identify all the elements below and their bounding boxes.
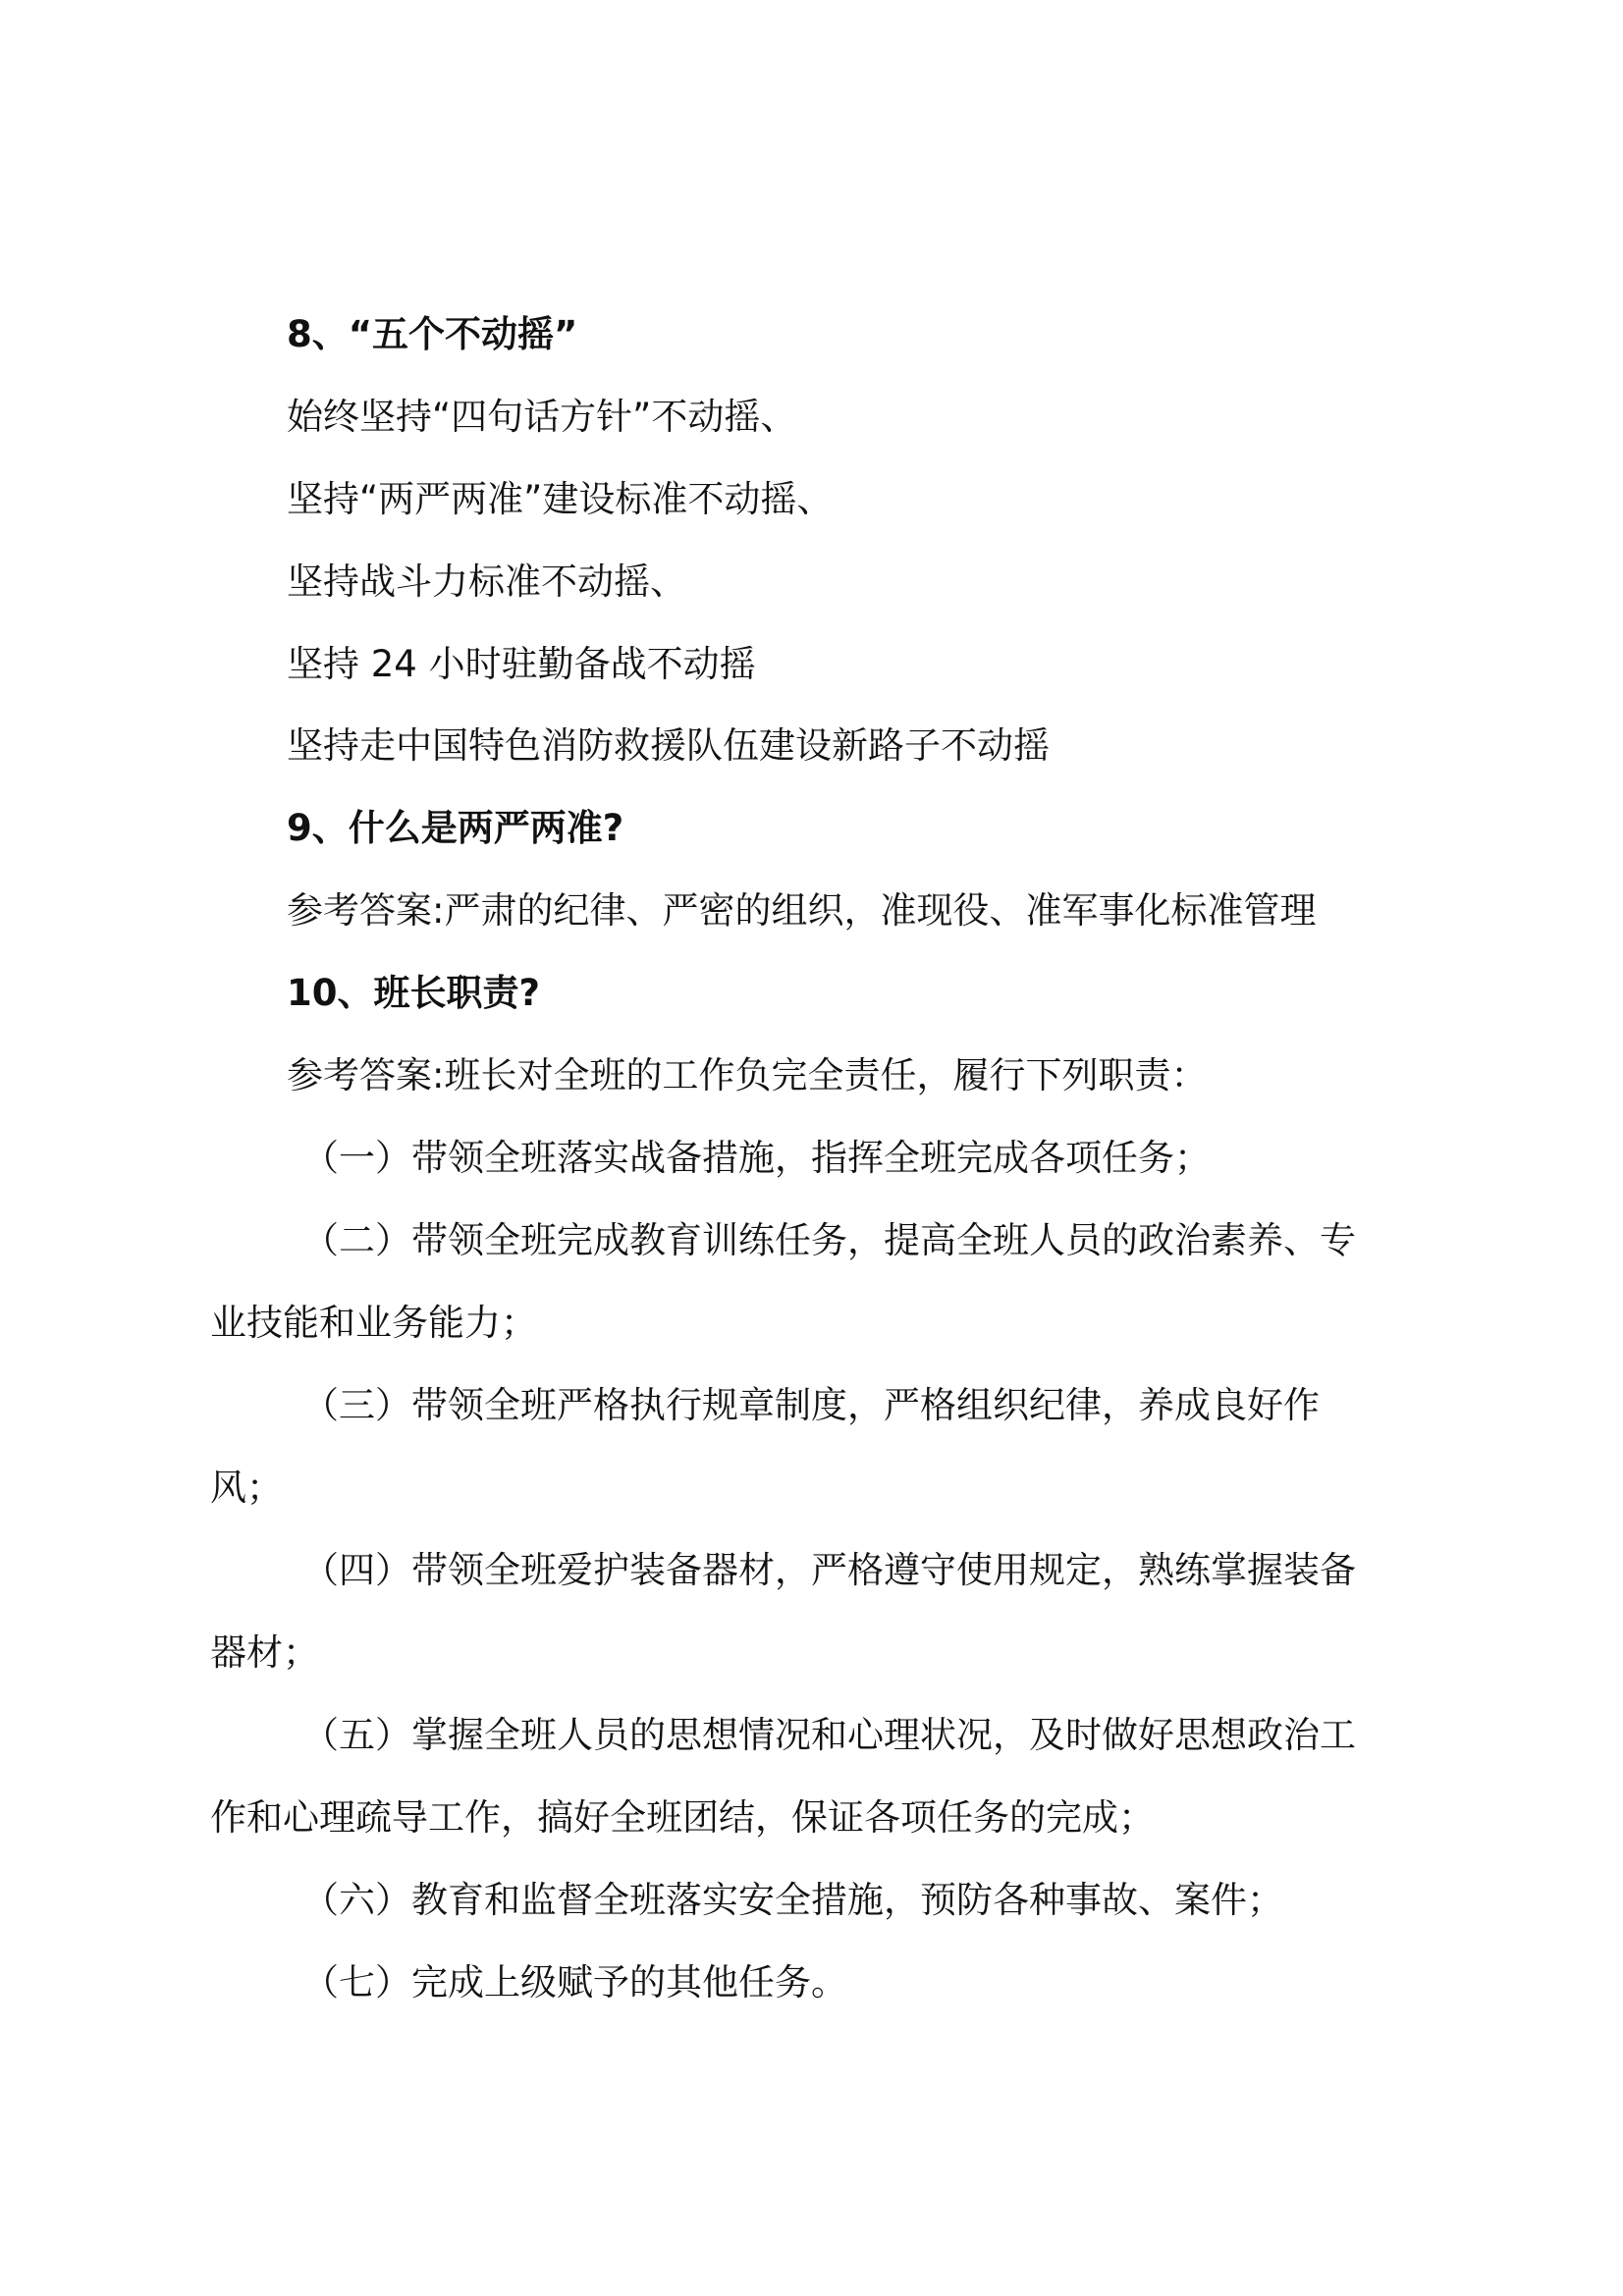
q9-answer: 参考答案:严肃的纪律、严密的组织，准现役、准军事化标准管理	[287, 889, 1317, 932]
q8-line-2: 坚持“两严两准”建设标准不动摇、	[287, 478, 834, 520]
q8-line-1: 始终坚持“四句话方针”不动摇、	[287, 396, 797, 438]
q10-answer-intro: 参考答案:班长对全班的工作负完全责任，履行下列职责：	[287, 1054, 1208, 1096]
duty-6: （六）教育和监督全班落实安全措施，预防各种事故、案件；	[302, 1879, 1283, 1921]
duty-1: （一）带领全班落实战备措施，指挥全班完成各项任务；	[302, 1137, 1211, 1179]
q8-heading: 8、“五个不动摇”	[287, 313, 578, 355]
duty-7: （七）完成上级赋予的其他任务。	[302, 1961, 847, 2003]
duty-2-line-1: （二）带领全班完成教育训练任务，提高全班人员的政治素养、专	[302, 1219, 1356, 1261]
duty-4-line-2: 器材；	[210, 1631, 319, 1674]
duty-2-line-2: 业技能和业务能力；	[210, 1302, 537, 1344]
duty-4-line-1: （四）带领全班爱护装备器材，严格遵守使用规定，熟练掌握装备	[302, 1549, 1356, 1591]
q8-line-5: 坚持走中国特色消防救援队伍建设新路子不动摇	[287, 724, 1050, 767]
q8-line-4: 坚持 24 小时驻勤备战不动摇	[287, 643, 756, 685]
duty-5-line-1: （五）掌握全班人员的思想情况和心理状况，及时做好思想政治工	[302, 1714, 1356, 1756]
q9-heading: 9、什么是两严两准?	[287, 807, 624, 849]
duty-3-line-1: （三）带领全班严格执行规章制度，严格组织纪律，养成良好作	[302, 1384, 1320, 1426]
q8-line-3: 坚持战斗力标准不动摇、	[287, 561, 686, 603]
duty-3-line-2: 风；	[210, 1467, 283, 1509]
q10-heading: 10、班长职责?	[287, 972, 540, 1014]
duty-5-line-2: 作和心理疏导工作，搞好全班团结，保证各项任务的完成；	[210, 1796, 1155, 1839]
